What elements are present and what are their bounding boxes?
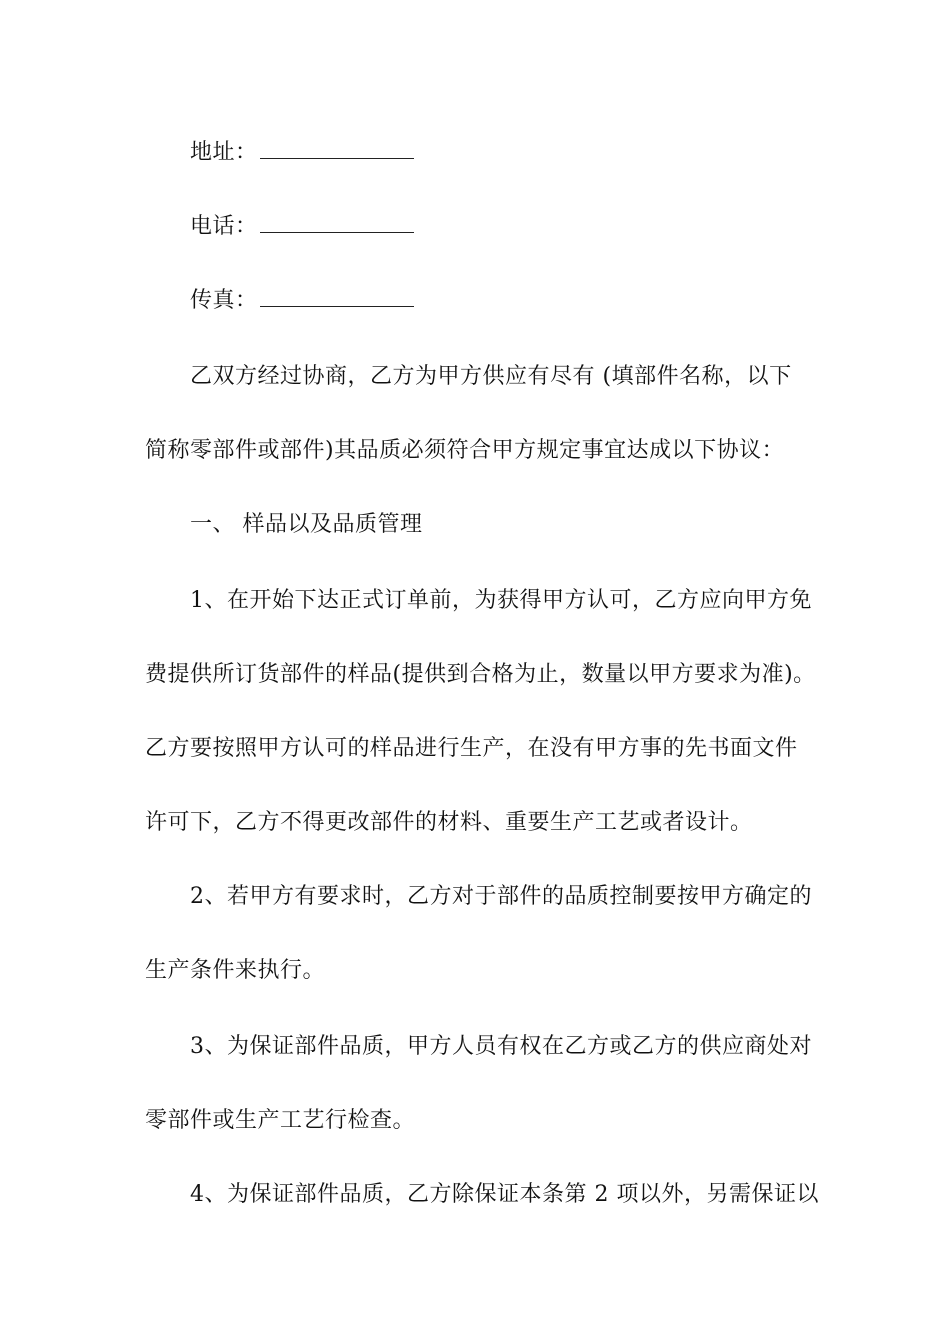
phone-label: 电话： — [190, 214, 258, 239]
clause-3-line-2: 零部件或生产工艺行检查。 — [145, 1108, 416, 1133]
fax-blank — [260, 292, 414, 307]
clause-1-line-4: 许可下，乙方不得更改部件的材料、重要生产工艺或者设计。 — [145, 810, 753, 835]
address-label: 地址： — [190, 140, 258, 165]
intro-paragraph-line-1: 乙双方经过协商，乙方为甲方供应有尽有 (填部件名称，以下 — [190, 364, 792, 389]
address-blank — [260, 144, 414, 159]
section-1-heading: 一、 样品以及品质管理 — [190, 512, 423, 537]
clause-4-line-1: 4、为保证部件品质，乙方除保证本条第 2 项以外，另需保证以 — [190, 1182, 819, 1207]
phone-blank — [260, 218, 414, 233]
clause-1-line-2: 费提供所订货部件的样品(提供到合格为止，数量以甲方要求为准)。 — [145, 662, 816, 687]
clause-3-line-1: 3、为保证部件品质，甲方人员有权在乙方或乙方的供应商处对 — [190, 1034, 812, 1059]
clause-2-line-1: 2、若甲方有要求时，乙方对于部件的品质控制要按甲方确定的 — [190, 884, 812, 909]
phone-field — [190, 216, 414, 238]
fax-field — [190, 290, 414, 312]
clause-1-line-3: 乙方要按照甲方认可的样品进行生产，在没有甲方事的先书面文件 — [145, 736, 798, 761]
clause-1-line-1: 1、在开始下达正式订单前，为获得甲方认可，乙方应向甲方免 — [190, 588, 812, 613]
fax-label: 传真： — [190, 288, 258, 313]
clause-2-line-2: 生产条件来执行。 — [145, 958, 326, 983]
address-field — [190, 142, 414, 164]
intro-paragraph-line-2: 简称零部件或部件)其品质必须符合甲方规定事宜达成以下协议： — [145, 438, 785, 463]
